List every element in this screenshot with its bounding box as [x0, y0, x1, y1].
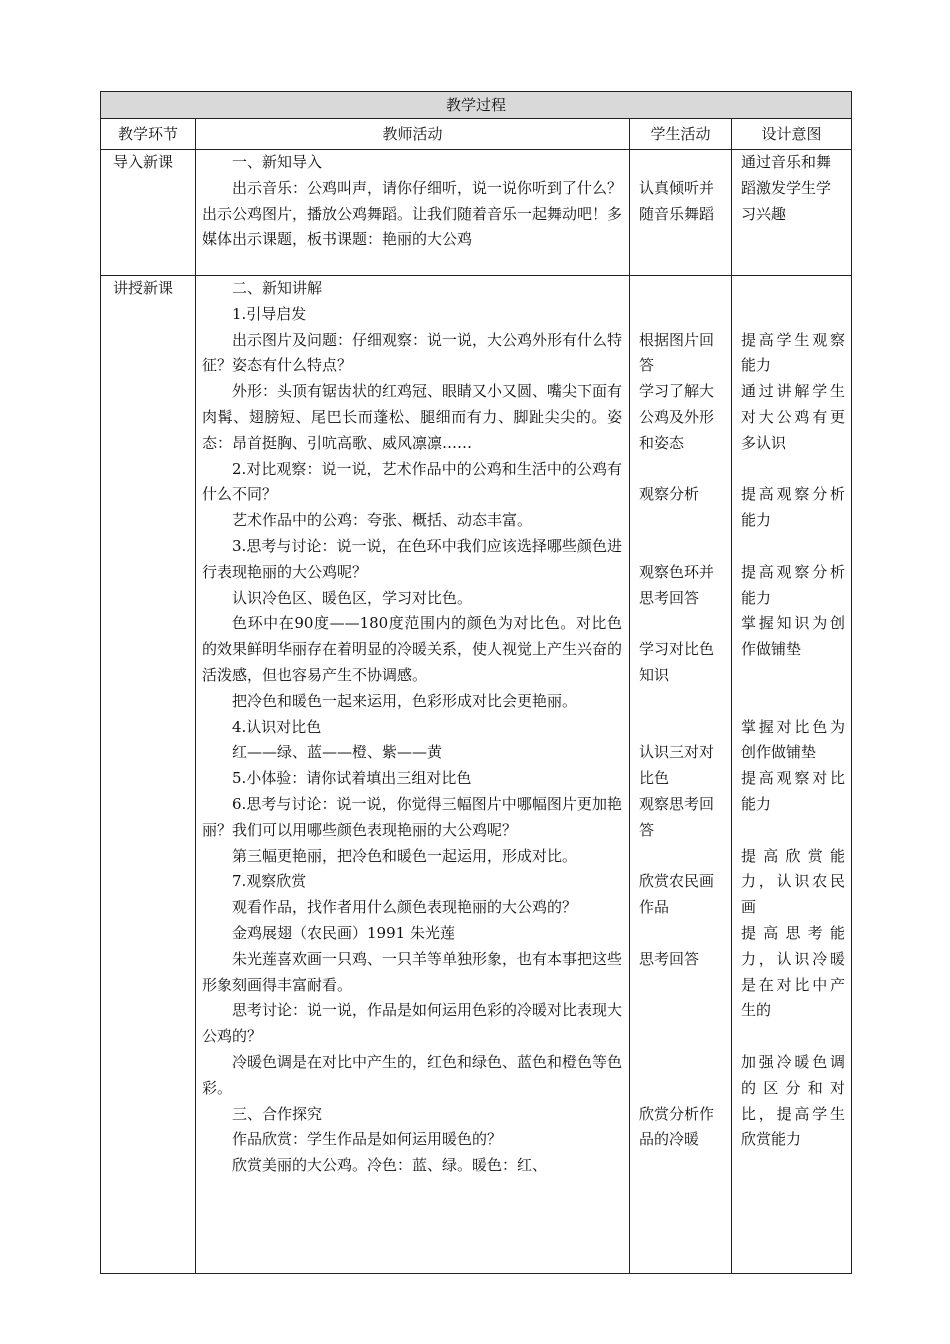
text-line: 提高观察分析能力 — [741, 562, 846, 607]
text-line: 金鸡展翅（农民画）1991 朱光莲 — [232, 923, 455, 942]
text-line: 提高思考能力，认识冷暖是在对比中产生的 — [741, 923, 846, 1020]
stage-intro: 导入新课 — [101, 150, 196, 276]
header-stage: 教学环节 — [101, 119, 196, 150]
header-teacher: 教师活动 — [196, 119, 630, 150]
text-line: 6.思考与讨论：说一说，你觉得三幅图片中哪幅图片更加艳丽？我们可以用哪些颜色表现艳丽的大公鸡呢？ — [202, 794, 622, 839]
teacher-activity-lecture — [196, 276, 630, 1274]
text-line: 色环中在90度——180度范围内的颜色为对比色。对比色的效果鲜明华丽存在着明显的冷暖关系，使人视觉上产生兴奋的活泼感，但也容易产生不协调感。 — [202, 614, 623, 684]
text-line: 一、新知导入 — [232, 153, 323, 171]
text-line: 学习对比色知识 — [639, 640, 715, 684]
text-line: 二、新知讲解 — [232, 279, 323, 297]
text-line: 欣赏美丽的大公鸡。冷色：蓝、绿。暖色：红、 — [232, 1156, 548, 1175]
teaching-process-table — [100, 91, 852, 1274]
text-line: 2.对比观察：说一说，艺术作品中的公鸡和生活中的公鸡有什么不同？ — [202, 459, 622, 504]
header-intent: 设计意图 — [732, 119, 852, 150]
text-line: 欣赏分析作品的冷暖 — [639, 1104, 715, 1149]
text-line: 掌握对比色为创作做铺垫 — [741, 717, 846, 762]
text-line: 第三幅更艳丽，把冷色和暖色一起运用，形成对比。 — [232, 846, 578, 865]
text-line: 欣赏农民画作品 — [639, 872, 715, 917]
text-line: 加强冷暖色调的区分和对比，提高学生欣赏能力 — [741, 1052, 846, 1149]
text-line: 观察分析 — [639, 485, 700, 504]
table-title: 教学过程 — [101, 92, 852, 119]
table-row — [101, 276, 852, 1274]
text-line: 艺术作品中的公鸡：夸张、概括、动态丰富。 — [232, 511, 533, 530]
text-line: 把冷色和暖色一起来运用，色彩形成对比会更艳丽。 — [232, 691, 578, 710]
text-line: 认识三对对比色 — [639, 743, 715, 788]
text-line: 1.引导启发 — [232, 304, 307, 323]
text-line: 观察色环并思考回答 — [639, 562, 715, 607]
teacher-activity-intro — [196, 150, 630, 276]
table-row — [101, 150, 852, 276]
student-activity-lecture — [630, 276, 732, 1274]
stage-lecture: 讲授新课 — [101, 276, 196, 1274]
text-line: 冷暖色调是在对比中产生的，红色和绿色、蓝色和橙色等色彩。 — [202, 1052, 623, 1097]
text-line: 朱光莲喜欢画一只鸡、一只羊等单独形象，也有本事把这些形象刻画得丰富耐看。 — [202, 949, 623, 994]
text-line: 认真倾听并随音乐舞蹈 — [639, 178, 715, 223]
text-line: 3.思考与讨论：说一说，在色环中我们应该选择哪些颜色进行表现艳丽的大公鸡呢？ — [202, 536, 622, 581]
text-line: 观看作品，找作者用什么颜色表现艳丽的大公鸡的？ — [232, 898, 578, 917]
text-line: 三、合作探究 — [232, 1104, 323, 1123]
text-line: 通过讲解学生对大公鸡有更多认识 — [741, 382, 846, 452]
text-line: 5.小体验：请你试着填出三组对比色 — [232, 769, 472, 788]
text-line: 7.观察欣赏 — [232, 872, 307, 891]
text-line: 通过音乐和舞蹈激发学生学习兴趣 — [741, 153, 832, 223]
design-intent-lecture — [732, 276, 852, 1274]
text-line: 提高观察对比能力 — [741, 769, 846, 813]
text-line: 掌握知识为创作做铺垫 — [741, 614, 846, 659]
text-line: 出示音乐：公鸡叫声，请你仔细听，说一说你听到了什么？出示公鸡图片，播放公鸡舞蹈。让我们随着音乐一起舞动吧！多媒体出示课题，板书课题：艳丽的大公鸡 — [202, 178, 623, 249]
text-line: 提高欣赏能力，认识农民画 — [741, 846, 846, 917]
design-intent-intro — [732, 150, 852, 276]
text-line: 认识冷色区、暖色区，学习对比色。 — [232, 588, 473, 607]
text-line: 观察思考回答 — [639, 794, 715, 839]
student-activity-intro — [630, 150, 732, 276]
text-line: 出示图片及问题：仔细观察：说一说，大公鸡外形有什么特征？姿态有什么特点？ — [202, 330, 623, 375]
text-line: 思考回答 — [639, 949, 700, 968]
text-line: 思考讨论：说一说，作品是如何运用色彩的冷暖对比表现大公鸡的？ — [202, 1001, 623, 1046]
text-line: 提高学生观察能力 — [741, 330, 846, 375]
text-line: 红——绿、蓝——橙、紫——黄 — [232, 743, 443, 762]
text-line: 外形：头顶有锯齿状的红鸡冠、眼睛又小又圆、嘴尖下面有肉髯、翅膀短、尾巴长而蓬松、腿细而有力、脚趾尖尖的。姿态：昂首挺胸、引吭高歌、威风凛凛…… — [202, 382, 623, 452]
text-line: 根据图片回答 — [639, 330, 715, 375]
text-line: 学习了解大公鸡及外形和姿态 — [639, 382, 715, 452]
header-student: 学生活动 — [630, 119, 732, 150]
text-line: 作品欣赏：学生作品是如何运用暖色的？ — [232, 1130, 503, 1149]
text-line: 4.认识对比色 — [232, 717, 322, 736]
text-line: 提高观察分析能力 — [741, 485, 846, 530]
